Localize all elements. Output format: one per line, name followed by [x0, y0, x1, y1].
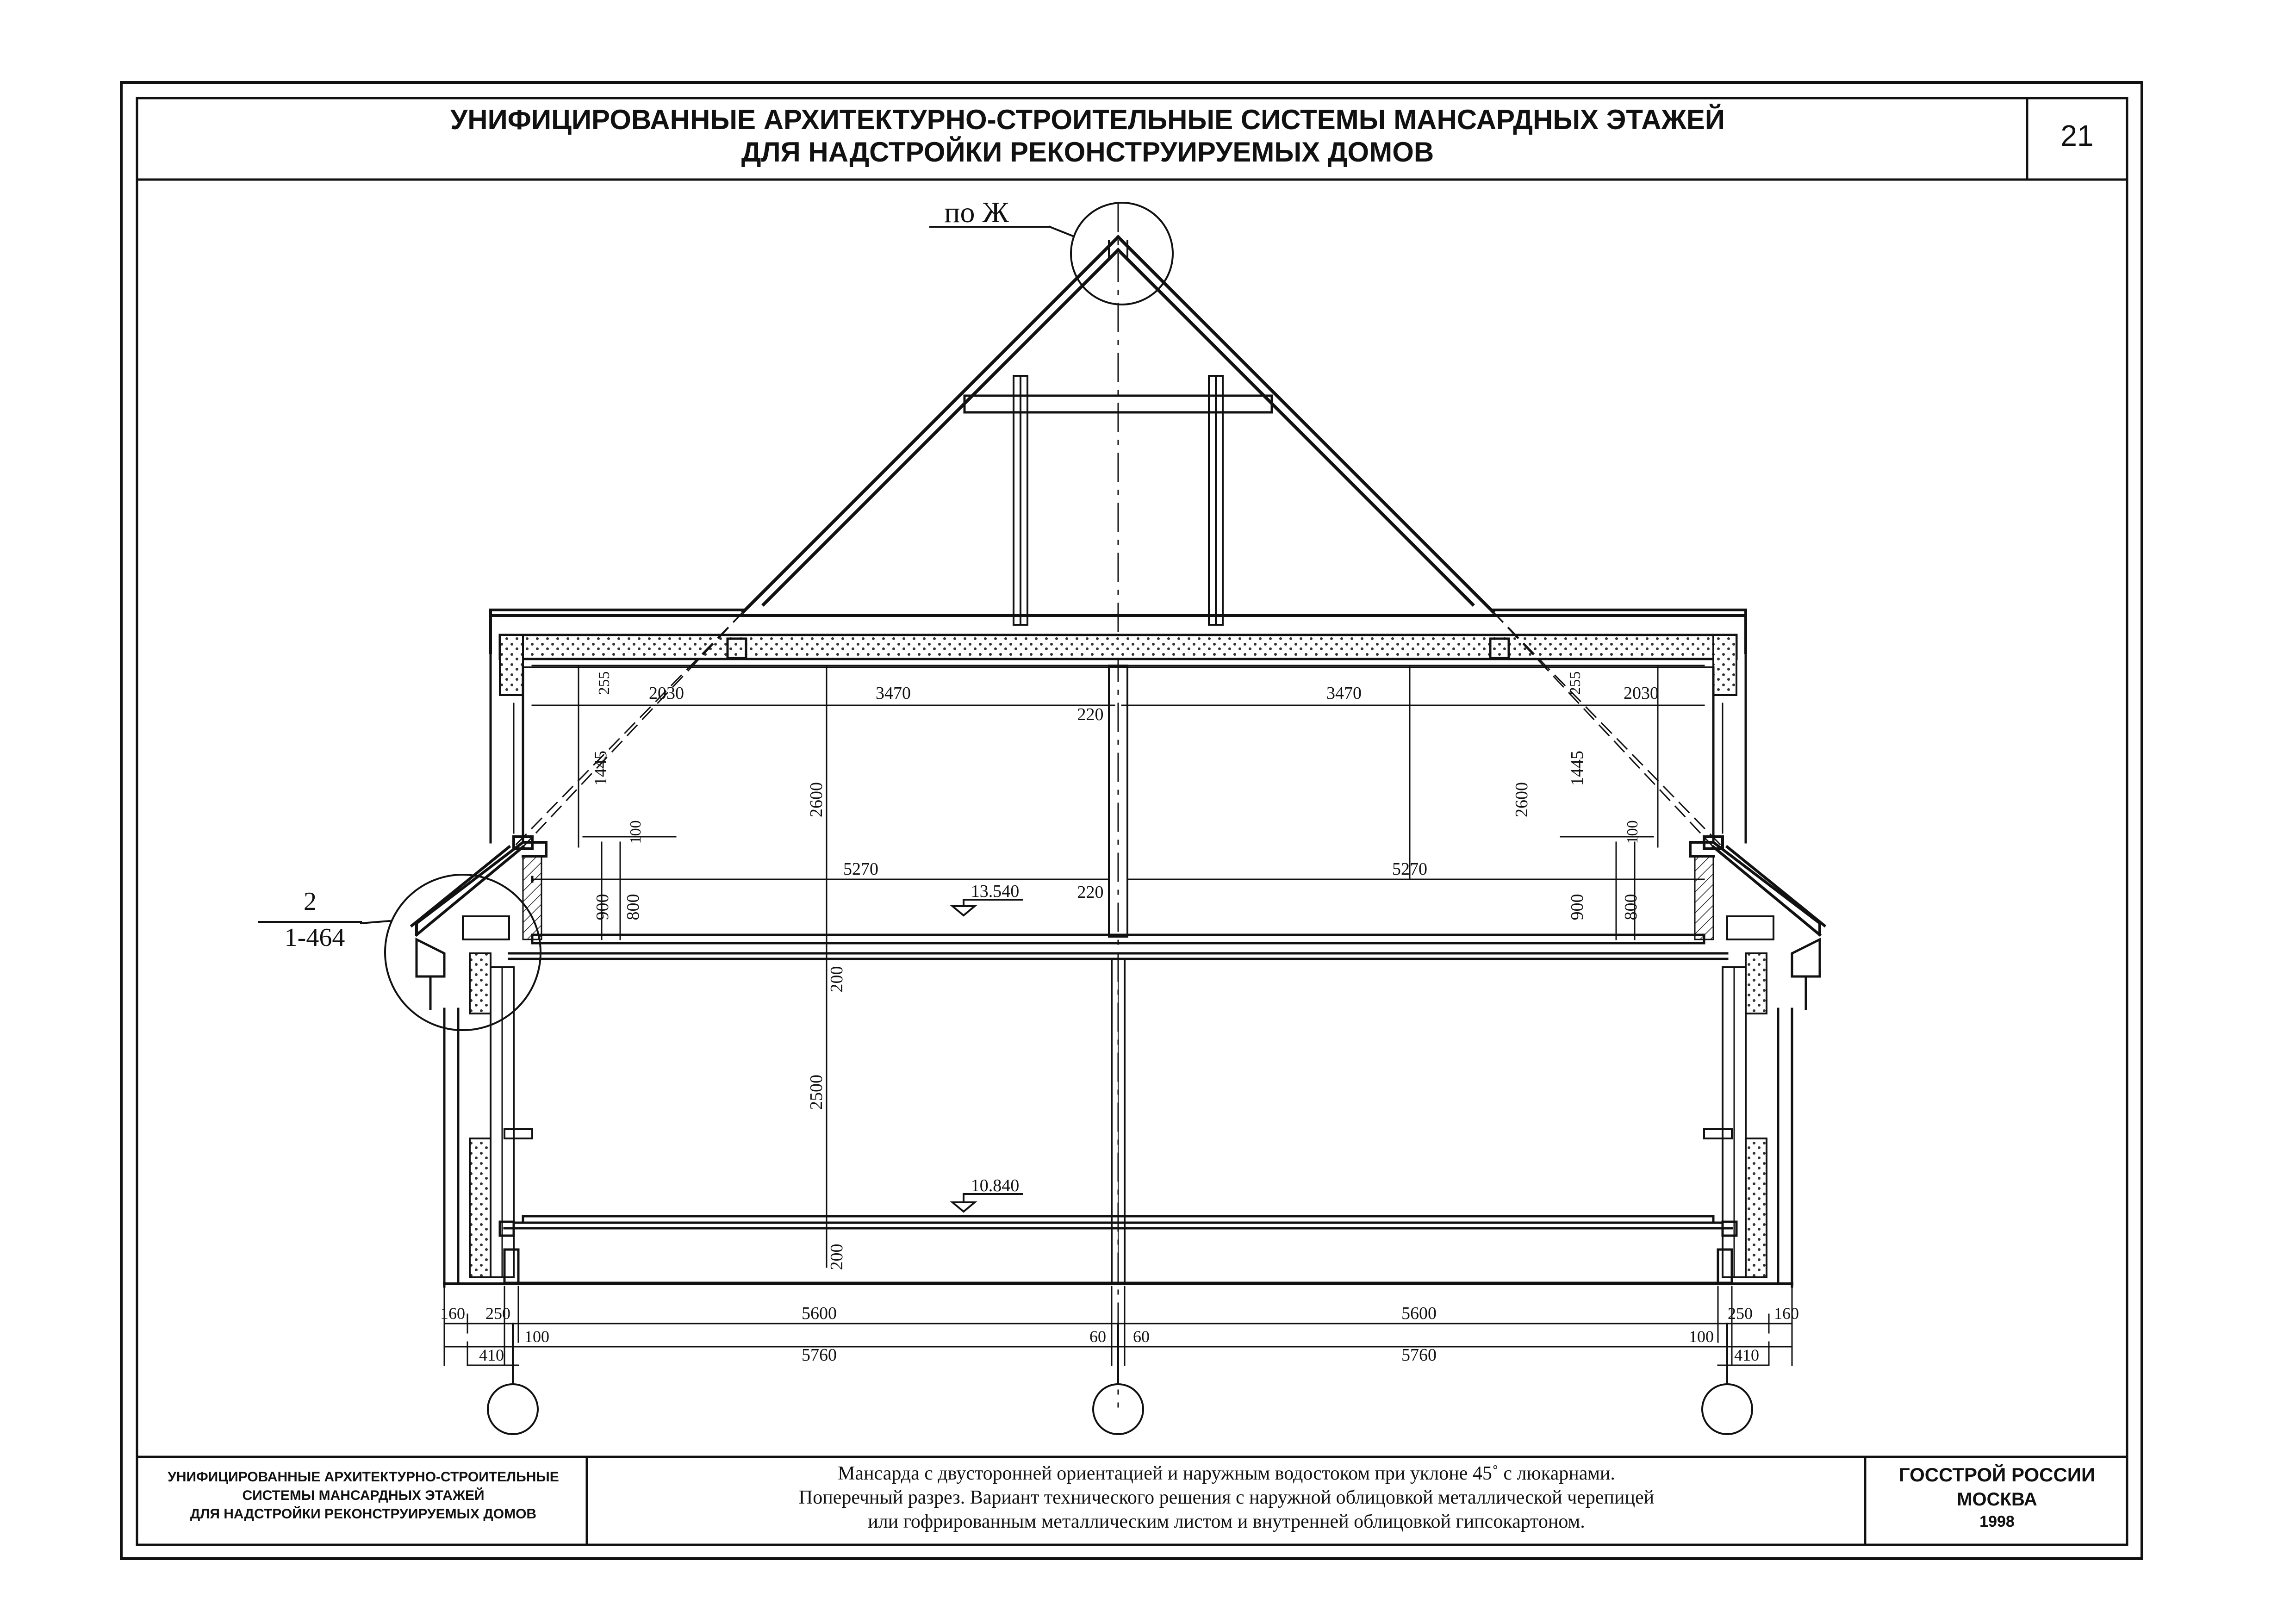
dim-mid-5270-right: 5270 [1392, 859, 1427, 879]
dim-right-2600: 2600 [1512, 782, 1531, 817]
sheet-title [324, 104, 1851, 168]
eave-left [412, 837, 546, 939]
eave-right [1690, 837, 1824, 939]
dim-b-410-right: 410 [1734, 1346, 1759, 1364]
dim-right-900: 900 [1568, 894, 1587, 920]
dim-b-5600-left: 5600 [802, 1304, 837, 1323]
dim-b-60-right: 60 [1133, 1327, 1150, 1346]
dim-top-220: 220 [1077, 705, 1104, 724]
dim-floor-200-lower: 200 [827, 1244, 846, 1270]
dim-top-right-3470: 3470 [1326, 684, 1362, 703]
dim-b-160-right: 160 [1774, 1304, 1799, 1323]
dim-left-255: 255 [596, 671, 613, 695]
level-markers [952, 900, 1022, 1212]
axis-circle-right [1702, 1384, 1752, 1434]
dim-left-800: 800 [623, 894, 643, 920]
dim-right-255: 255 [1567, 671, 1584, 695]
dim-b-410-left: 410 [479, 1346, 504, 1364]
dim-left-1445: 1445 [591, 751, 610, 786]
dim-b-250-left: 250 [485, 1304, 510, 1323]
dim-b-5760-right: 5760 [1401, 1345, 1437, 1365]
dim-mid-5270-left: 5270 [843, 859, 878, 879]
level-upper: 13.540 [971, 882, 1020, 901]
sheet-number: 21 [2060, 119, 2094, 152]
dim-right-1445: 1445 [1568, 751, 1587, 786]
dim-top-left-3470: 3470 [876, 684, 911, 703]
stamp-system-name: УНИФИЦИРОВАННЫЕ АРХИТЕКТУРНО-СТРОИТЕЛЬНЫЕ СИСТЕМЫ МАНСАРДНЫХ ЭТАЖЕЙ ДЛЯ НАДСТРОЙКИ РЕКОНСТРУИРУЕМЫХ ДОМОВ [168, 1469, 559, 1522]
dim-top-right-2030: 2030 [1624, 684, 1659, 703]
title-line-1: УНИФИЦИРОВАННЫЕ АРХИТЕКТУРНО-СТРОИТЕЛЬНЫЕ СИСТЕМЫ МАНСАРДНЫХ ЭТАЖЕЙ [450, 104, 1725, 135]
dim-left-2600: 2600 [807, 782, 826, 817]
stamp-organisation: ГОССТРОЙ РОССИИ МОСКВА 1998 [1898, 1464, 2096, 1530]
callout-labels [285, 196, 1009, 952]
section-drawing [259, 203, 1824, 1434]
title-line-2: ДЛЯ НАДСТРОЙКИ РЕКОНСТРУИРУЕМЫХ ДОМОВ [741, 137, 1434, 168]
ridge-ref-label: по Ж [944, 196, 1009, 229]
eave-ref-sheet: 1-464 [284, 923, 345, 952]
dim-b-160-left: 160 [440, 1304, 465, 1323]
level-lower: 10.840 [971, 1176, 1020, 1195]
dimension-labels [440, 672, 1799, 1365]
axis-circle-left [488, 1384, 538, 1434]
dim-b-60-left: 60 [1089, 1327, 1106, 1346]
dim-top-left-2030: 2030 [649, 684, 684, 703]
dim-right-100: 100 [1624, 820, 1641, 844]
dim-left-900: 900 [593, 894, 612, 920]
attic-ceiling-insulation [500, 635, 1736, 659]
eave-ref-number: 2 [304, 887, 317, 916]
grid-axis-markers [488, 1324, 1752, 1434]
dim-left-100: 100 [627, 820, 644, 844]
dim-b-5600-right: 5600 [1401, 1304, 1437, 1323]
drawing-description: Мансарда с двусторонней ориентацией и наружным водостоком при уклоне 45˚ с люкарнами. Поперечный разрез. Вариант технического решения с наружной облицовкой металлической черепицей или гофрированным металлическим листом и внутренней облицовкой гипсокартоном. [798, 1463, 1655, 1532]
dim-right-800: 800 [1621, 894, 1641, 920]
dim-b-100-left: 100 [524, 1327, 549, 1346]
dim-b-250-right: 250 [1728, 1304, 1753, 1323]
dim-mid-220: 220 [1077, 883, 1104, 902]
dim-b-100-right: 100 [1689, 1327, 1714, 1346]
dim-floor-200-upper: 200 [827, 966, 846, 993]
dim-floor-2500: 2500 [807, 1075, 826, 1110]
dim-b-5760-left: 5760 [802, 1345, 837, 1365]
